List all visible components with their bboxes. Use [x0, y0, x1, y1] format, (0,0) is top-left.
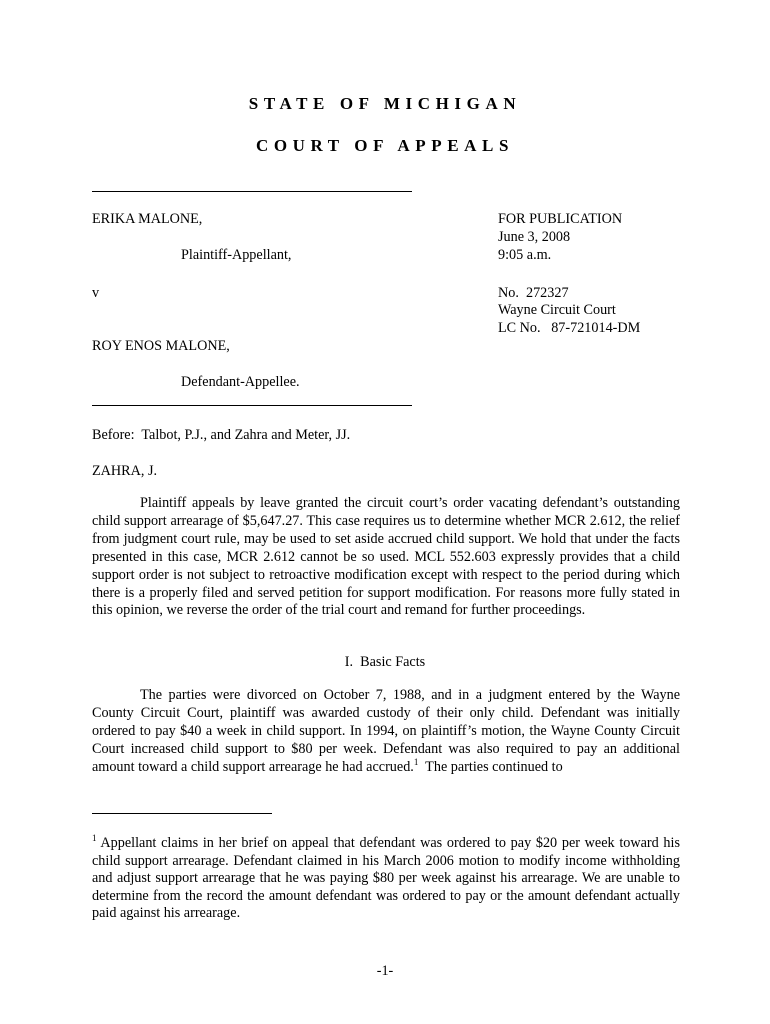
- caption-rule-top: [92, 191, 412, 192]
- paragraph-2-tail: The parties continued to: [418, 758, 563, 775]
- footnote: [92, 835, 680, 923]
- defendant-name: ROY ENOS MALONE,: [92, 338, 230, 354]
- plaintiff-role: Plaintiff-Appellant,: [181, 247, 292, 263]
- paragraph-1-text: Plaintiff appeals by leave granted the circuit court’s order vacating defendant’s outstanding child support arrearage of $5,647.27. This case requires us to determine whether MCR 2.612, the relief from judgment court rule, may be used to set aside accrued child support. We hold that under the facts presented in this case, MCR 2.612 cannot be so used. MCL 552.603 expressly provides that a child support order is not subject to retroactive modification except with respect to the period during which there is a properly filed and served petition for support modification. For reasons more fully stated in this opinion, we reverse the order of the trial court and remand for further proceedings.: [92, 495, 680, 619]
- footnote-marker: 1: [92, 833, 97, 843]
- docket-number: No. 272327: [498, 285, 569, 301]
- footnote-text: Appellant claims in her brief on appeal that defendant was ordered to pay $20 per week toward his child support arrearage. Defendant claimed in his March 2006 motion to modify income withholding and adjust support arrearage that he was paying $80 per week against his arrearage. We are unable to determine from the record the amount defendant was ordered to pay or the amount defendant actually paid against his arrearage.: [92, 835, 680, 922]
- panel-line: Before: Talbot, P.J., and Zahra and Meter, JJ.: [92, 427, 351, 443]
- footnote-reference[interactable]: 1: [413, 756, 419, 767]
- publication-label: FOR PUBLICATION: [498, 211, 623, 227]
- opinion-time: 9:05 a.m.: [498, 247, 552, 263]
- opinion-date: June 3, 2008: [498, 229, 571, 245]
- opinion-paragraph-2: [92, 687, 680, 777]
- lower-court: Wayne Circuit Court: [498, 302, 616, 318]
- defendant-role: Defendant-Appellee.: [181, 374, 300, 390]
- lower-court-number: LC No. 87-721014-DM: [498, 320, 641, 336]
- section-heading: I. Basic Facts: [344, 654, 426, 670]
- plaintiff-name: ERIKA MALONE,: [92, 211, 203, 227]
- page-number: -1-: [376, 963, 394, 979]
- state-heading: STATE OF MICHIGAN: [248, 94, 522, 113]
- footnote-rule: [92, 813, 272, 814]
- opinion-paragraph-1: [92, 495, 680, 620]
- court-heading: COURT OF APPEALS: [255, 136, 515, 155]
- author-line: ZAHRA, J.: [92, 463, 158, 479]
- versus: v: [92, 285, 100, 301]
- paragraph-2-text: The parties were divorced on October 7, 1988, and in a judgment entered by the Wayne County Circuit Court, plaintiff was awarded custody of their only child. Defendant was initially ordered to pay $40 a week in child support. In 1994, on plaintiff’s motion, the Wayne County Circuit Court increased child support to $80 per week. Defendant was also required to pay an additional amount toward a child support arrearage he had accrued.: [92, 687, 680, 775]
- caption-rule-bottom: [92, 405, 412, 406]
